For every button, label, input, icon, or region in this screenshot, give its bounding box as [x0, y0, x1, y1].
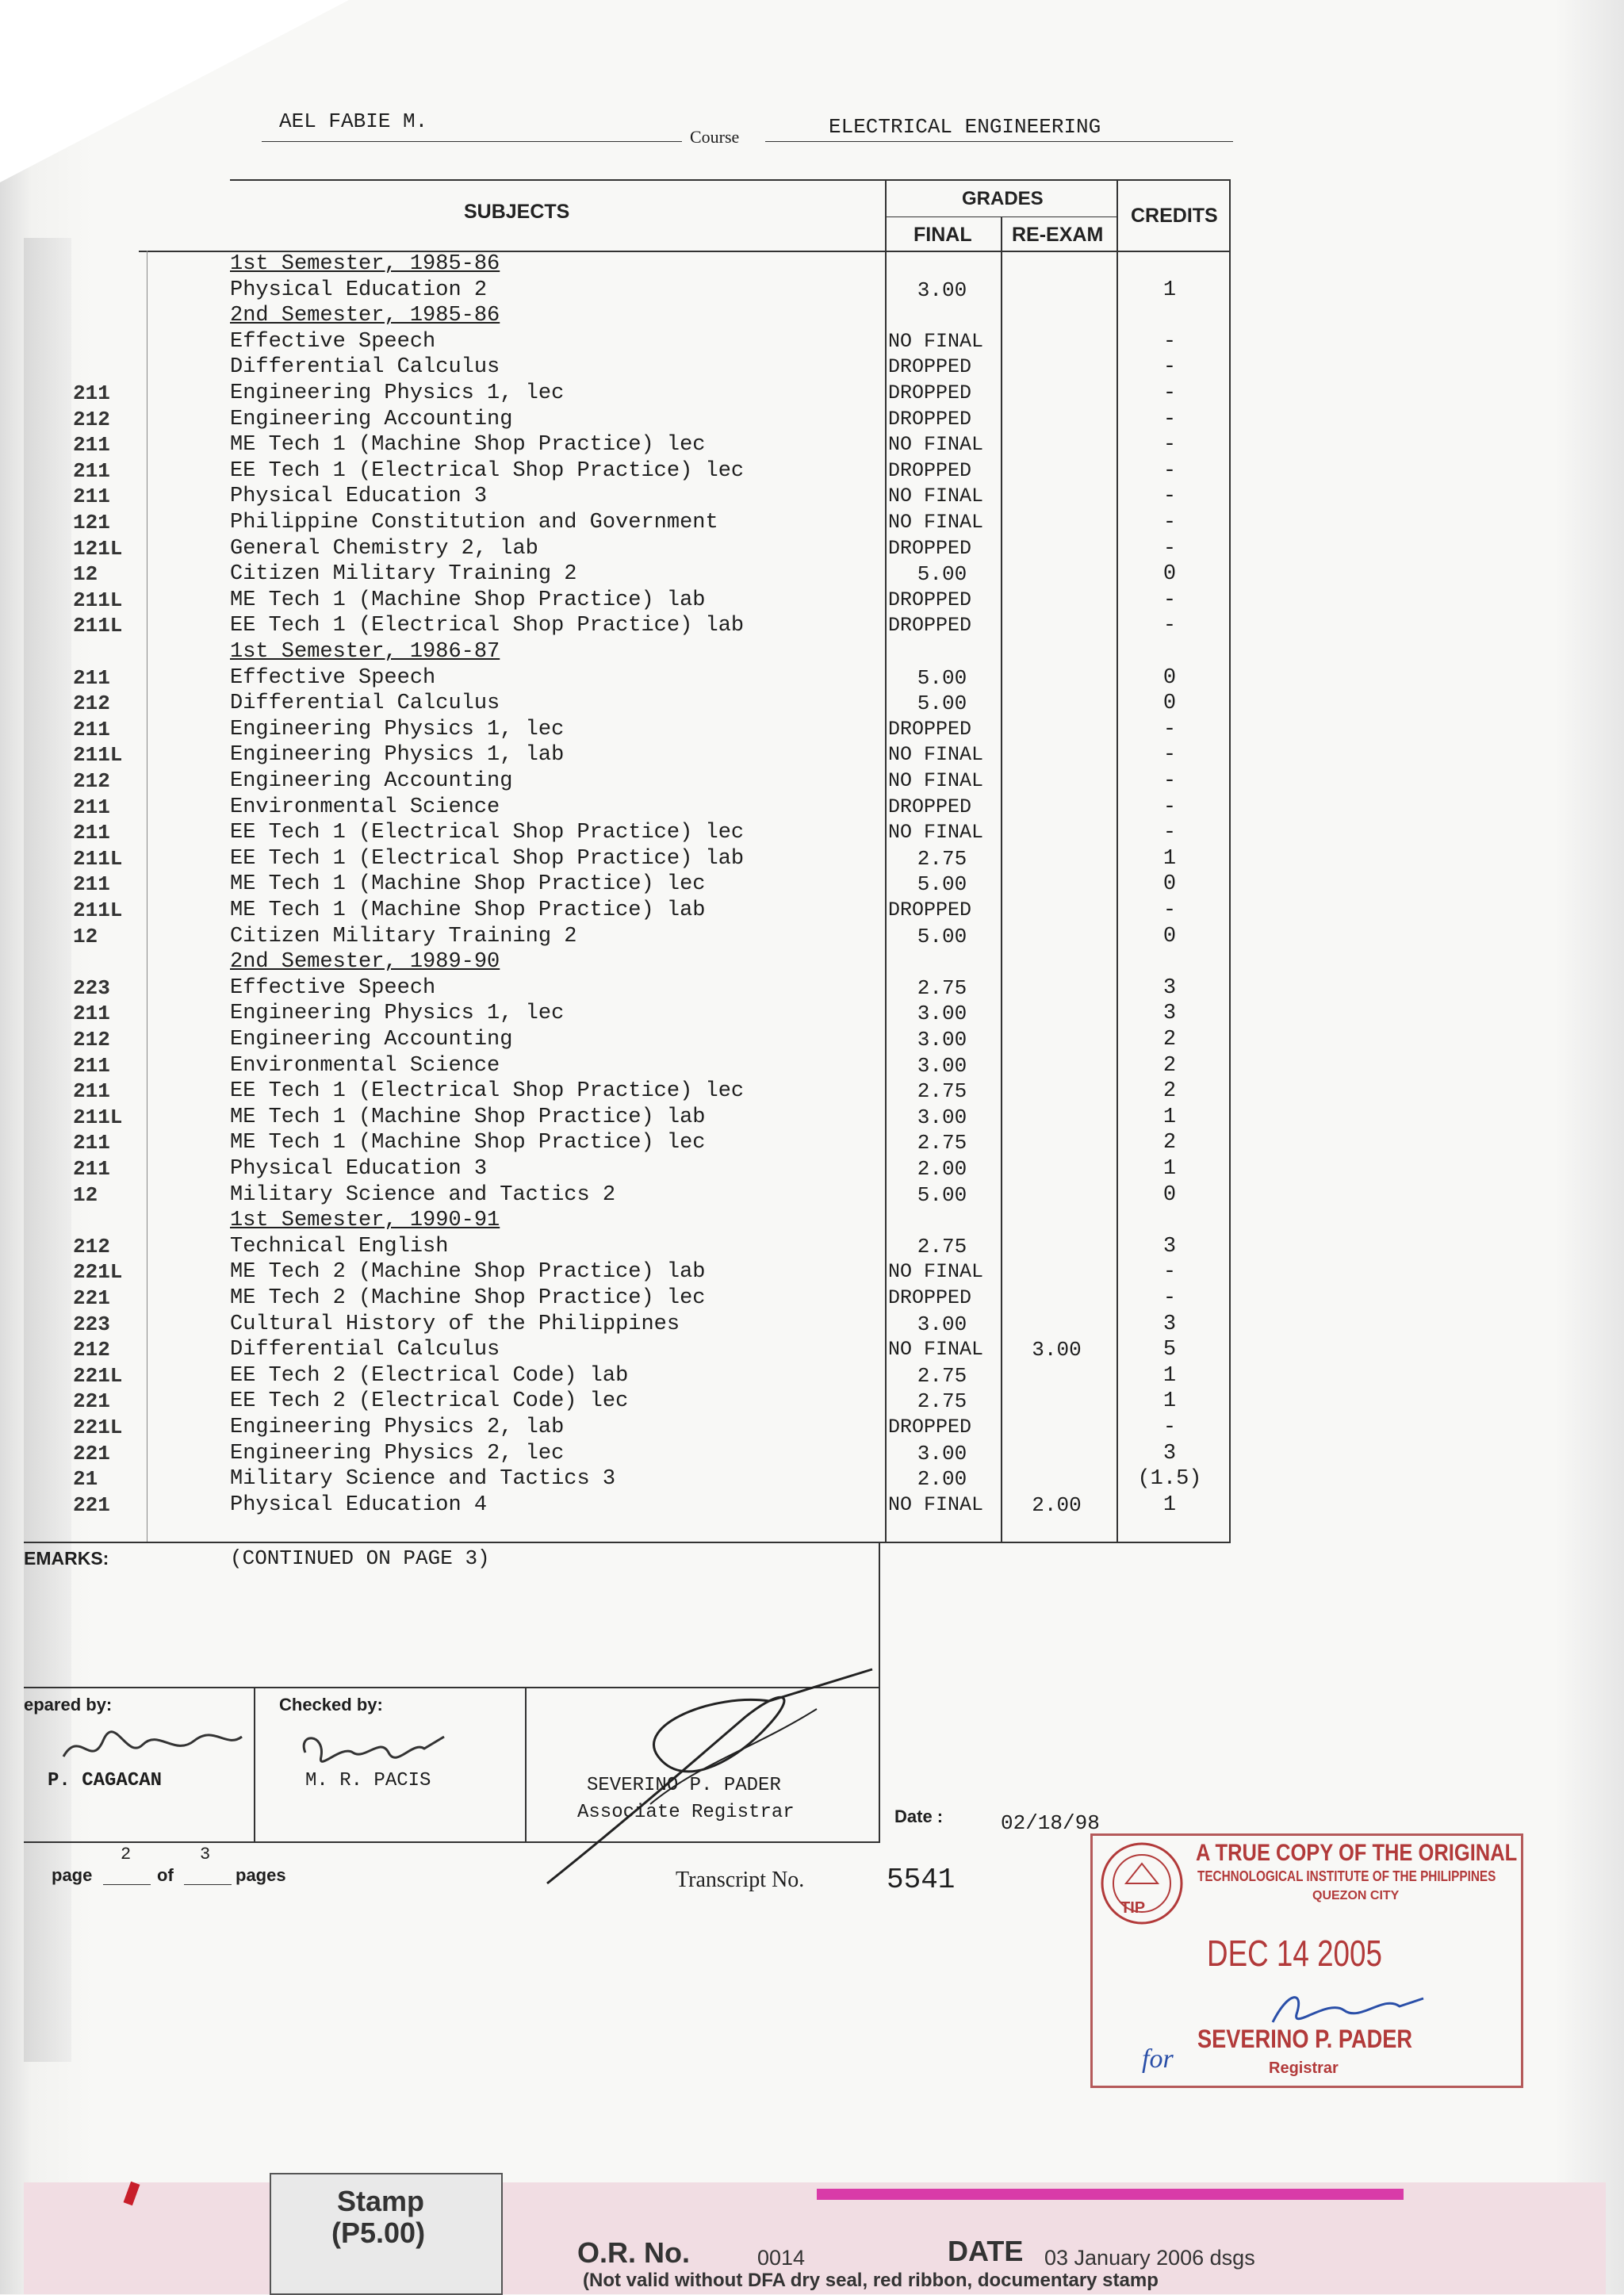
credits-header: CREDITS: [1131, 205, 1218, 227]
subject-code: 211: [73, 381, 110, 405]
credits-value: -: [1162, 1286, 1177, 1310]
subject-name: Engineering Physics 1, lab: [230, 743, 565, 768]
subject-code: 212: [73, 1028, 110, 1052]
final-grade: NO FINAL: [888, 1492, 984, 1516]
semester-label: 2nd Semester, 1989-90: [230, 950, 500, 975]
semester-heading-row: [0, 950, 1237, 975]
final-grade: DROPPED: [888, 458, 972, 482]
table-row: [0, 1105, 1237, 1131]
credits-value: 0: [1162, 924, 1177, 948]
subject-code: 212: [73, 1234, 110, 1259]
transcript-number: 5541: [887, 1864, 956, 1896]
final-grade: DROPPED: [888, 717, 972, 741]
subject-code: 221L: [73, 1416, 123, 1439]
stamp-line2: TECHNOLOGICAL INSTITUTE OF THE PHILIPPINES: [1197, 1868, 1496, 1884]
final-grade: DROPPED: [888, 355, 972, 379]
subject-code: 211: [73, 1079, 110, 1104]
name-underline: [262, 141, 682, 142]
table-row: [0, 355, 1237, 381]
subject-name: Effective Speech: [230, 665, 436, 690]
stamp-date: DEC 14 2005: [1207, 1933, 1382, 1974]
final-grade: NO FINAL: [888, 511, 984, 534]
subject-name: EE Tech 1 (Electrical Shop Practice) lec: [230, 821, 745, 845]
course-label: Course: [690, 127, 740, 147]
table-row: [0, 433, 1237, 458]
credits-value: -: [1162, 485, 1177, 509]
table-row: [0, 1002, 1237, 1027]
credits-value: 3: [1162, 1002, 1177, 1026]
registrar-name: SEVERINO P. PADER: [587, 1775, 781, 1796]
table-row: [0, 1364, 1237, 1389]
subject-code: 21: [73, 1467, 98, 1492]
credits-value: (1.5): [1137, 1467, 1202, 1492]
subject-name: Physical Education 4: [230, 1492, 488, 1517]
subject-code: 12: [73, 1182, 98, 1207]
credits-value: -: [1162, 407, 1177, 431]
subject-code: 211: [73, 872, 110, 897]
final-grade: 3.00: [917, 1053, 967, 1078]
subject-name: EE Tech 1 (Electrical Shop Practice) lec: [230, 458, 745, 483]
final-grade: DROPPED: [888, 381, 972, 404]
subject-code: 212: [73, 407, 110, 431]
subject-name: ME Tech 1 (Machine Shop Practice) lec: [230, 433, 706, 458]
final-grade: 5.00: [917, 924, 967, 948]
final-grade: 3.00: [917, 1002, 967, 1026]
student-name: AEL FABIE M.: [279, 109, 428, 133]
final-grade: 5.00: [917, 665, 967, 690]
table-row: [0, 925, 1237, 950]
table-row: [0, 1260, 1237, 1285]
table-row: [0, 743, 1237, 768]
credits-value: 1: [1162, 1363, 1177, 1388]
table-row: [0, 1131, 1237, 1156]
subject-name: ME Tech 1 (Machine Shop Practice) lab: [230, 898, 706, 922]
credits-value: 2: [1162, 1131, 1177, 1155]
stamp-line3: QUEZON CITY: [1312, 1889, 1400, 1902]
final-grade: NO FINAL: [888, 485, 984, 508]
stamp-price: (P5.00): [331, 2216, 426, 2249]
table-row: [0, 1157, 1237, 1182]
seal-text: TIP: [1120, 1899, 1146, 1917]
signature-divider-1: [254, 1687, 255, 1841]
final-grade: NO FINAL: [888, 329, 984, 353]
subject-code: 211: [73, 821, 110, 845]
credits-value: -: [1162, 381, 1177, 405]
semester-label: 2nd Semester, 1985-86: [230, 304, 500, 328]
final-grade: 2.75: [917, 1363, 967, 1388]
subject-code: 221L: [73, 1363, 123, 1388]
credits-value: 2: [1162, 1053, 1177, 1078]
final-grade: 2.75: [917, 1131, 967, 1155]
of-label: of: [157, 1865, 174, 1885]
credits-value: -: [1162, 743, 1177, 768]
final-grade: 2.75: [917, 846, 967, 871]
subject-name: General Chemistry 2, lab: [230, 536, 538, 561]
subject-code: 211: [73, 433, 110, 458]
subject-name: Differential Calculus: [230, 355, 500, 380]
subject-code: 211: [73, 717, 110, 741]
table-row: [0, 1054, 1237, 1079]
credits-value: 0: [1162, 692, 1177, 716]
credits-value: -: [1162, 717, 1177, 741]
table-row: [0, 330, 1237, 355]
subject-code: 211: [73, 795, 110, 819]
table-row: [0, 588, 1237, 614]
semester-heading-row: [0, 252, 1237, 278]
table-row: [0, 1028, 1237, 1053]
table-row: [0, 666, 1237, 692]
subject-name: ME Tech 1 (Machine Shop Practice) lab: [230, 1105, 706, 1129]
course-value: ELECTRICAL ENGINEERING: [829, 115, 1101, 139]
semester-label: 1st Semester, 1985-86: [230, 252, 500, 276]
or-label: O.R. No.: [577, 2236, 690, 2269]
subject-name: Environmental Science: [230, 795, 500, 819]
footer-notice: (Not valid without DFA dry seal, red ribbon, documentary stamp: [583, 2270, 1159, 2291]
final-grade: 5.00: [917, 562, 967, 587]
credits-value: -: [1162, 511, 1177, 534]
subject-code: 223: [73, 975, 110, 1000]
subject-name: Engineering Accounting: [230, 407, 513, 431]
subject-name: EE Tech 1 (Electrical Shop Practice) lab: [230, 846, 745, 871]
subject-name: Effective Speech: [230, 975, 436, 1000]
subject-name: EE Tech 2 (Electrical Code) lab: [230, 1363, 629, 1388]
table-row: [0, 1079, 1237, 1105]
credits-value: 0: [1162, 872, 1177, 897]
table-row: [0, 847, 1237, 872]
subject-name: Differential Calculus: [230, 692, 500, 716]
subject-name: Engineering Physics 2, lec: [230, 1441, 565, 1466]
credits-value: -: [1162, 1260, 1177, 1285]
page-label: page: [52, 1865, 93, 1885]
final-grade: 3.00: [917, 1105, 967, 1129]
subject-name: EE Tech 1 (Electrical Shop Practice) lec: [230, 1079, 745, 1104]
final-grade: DROPPED: [888, 614, 972, 638]
table-row: [0, 1312, 1237, 1338]
subject-code: 221: [73, 1389, 110, 1414]
transcript-label: Transcript No.: [676, 1868, 805, 1892]
footer-date-value: 03 January 2006 dsgs: [1044, 2246, 1255, 2270]
grades-header: GRADES: [962, 188, 1044, 209]
signature-divider-2: [525, 1687, 527, 1841]
credits-value: 3: [1162, 1234, 1177, 1259]
table-row: [0, 381, 1237, 407]
credits-value: 2: [1162, 1028, 1177, 1052]
magenta-marker: [817, 2189, 1404, 2200]
reexam-grade: 3.00: [1032, 1338, 1082, 1362]
subject-name: Military Science and Tactics 2: [230, 1182, 616, 1207]
stamp-signatory: SEVERINO P. PADER: [1197, 2025, 1413, 2053]
table-row: [0, 562, 1237, 588]
subject-code: 211: [73, 1053, 110, 1078]
total-pages: 3: [200, 1845, 211, 1864]
table-row: [0, 408, 1237, 433]
subject-code: 211L: [73, 588, 123, 612]
final-grade: 5.00: [917, 872, 967, 897]
final-grade: DROPPED: [888, 407, 972, 431]
semester-label: 1st Semester, 1990-91: [230, 1209, 500, 1233]
or-value: 0014: [757, 2246, 806, 2270]
table-row: [0, 769, 1237, 795]
table-row: [0, 511, 1237, 536]
subject-name: Engineering Accounting: [230, 1028, 513, 1052]
subject-name: Philippine Constitution and Government: [230, 511, 718, 534]
table-row: [0, 1416, 1237, 1441]
final-grade: 2.00: [917, 1467, 967, 1492]
subject-name: Physical Education 2: [230, 278, 488, 302]
subject-code: 212: [73, 692, 110, 716]
subject-name: Military Science and Tactics 3: [230, 1467, 616, 1492]
final-grade: NO FINAL: [888, 433, 984, 457]
credits-value: 1: [1162, 846, 1177, 871]
final-grade: 2.75: [917, 1234, 967, 1259]
credits-value: 0: [1162, 665, 1177, 690]
total-pages-underline: [184, 1884, 232, 1885]
table-row: [0, 718, 1237, 743]
final-grade: 2.00: [917, 1157, 967, 1181]
table-row: [0, 1338, 1237, 1363]
subject-code: 211: [73, 1002, 110, 1026]
subject-code: 212: [73, 769, 110, 793]
table-row: [0, 1389, 1237, 1415]
credits-value: 1: [1162, 1105, 1177, 1129]
subject-code: 211: [73, 1157, 110, 1181]
remarks-label: EMARKS:: [24, 1548, 109, 1569]
subject-name: Citizen Military Training 2: [230, 562, 577, 587]
subject-name: Citizen Military Training 2: [230, 924, 577, 948]
credits-value: -: [1162, 614, 1177, 638]
subject-name: Engineering Physics 1, lec: [230, 1002, 565, 1026]
final-grade: 2.75: [917, 975, 967, 1000]
final-grade: 3.00: [917, 1312, 967, 1336]
prepared-signature: [56, 1725, 246, 1772]
final-grade: DROPPED: [888, 898, 972, 921]
table-row: [0, 1467, 1237, 1492]
table-row: [0, 537, 1237, 562]
credits-value: -: [1162, 795, 1177, 819]
final-grade: 2.75: [917, 1079, 967, 1104]
folded-corner: [0, 0, 349, 182]
semester-label: 1st Semester, 1986-87: [230, 640, 500, 664]
subject-code: 121: [73, 511, 110, 534]
subject-code: 211L: [73, 846, 123, 871]
subject-code: 211L: [73, 614, 123, 638]
final-grade: 3.00: [917, 1028, 967, 1052]
table-row: [0, 278, 1237, 304]
table-row: [0, 872, 1237, 898]
grades-subheader-line: [887, 216, 1118, 217]
credits-value: 3: [1162, 1312, 1177, 1336]
final-grade: NO FINAL: [888, 769, 984, 792]
subject-name: Effective Speech: [230, 329, 436, 354]
subject-name: Environmental Science: [230, 1053, 500, 1078]
credits-value: -: [1162, 536, 1177, 561]
page-number-underline: [103, 1884, 151, 1885]
date-value: 02/18/98: [1001, 1811, 1100, 1835]
table-row: [0, 1235, 1237, 1260]
subject-name: ME Tech 1 (Machine Shop Practice) lec: [230, 872, 706, 897]
final-grade: DROPPED: [888, 795, 972, 818]
subject-code: 121L: [73, 536, 123, 561]
subject-name: Technical English: [230, 1234, 449, 1259]
credits-value: 0: [1162, 562, 1177, 587]
table-row: [0, 614, 1237, 639]
credits-value: -: [1162, 1416, 1177, 1439]
final-grade: 3.00: [917, 278, 967, 302]
credits-value: -: [1162, 898, 1177, 922]
stamp-line1: A TRUE COPY OF THE ORIGINAL: [1196, 1840, 1518, 1866]
table-row: [0, 485, 1237, 510]
subject-code: 221: [73, 1441, 110, 1466]
subject-code: 12: [73, 562, 98, 587]
final-grade: DROPPED: [888, 1286, 972, 1309]
prepared-by-label: epared by:: [24, 1695, 113, 1715]
table-row: [0, 976, 1237, 1002]
credits-value: 2: [1162, 1079, 1177, 1104]
subjects-header: SUBJECTS: [464, 201, 570, 223]
table-row: [0, 1286, 1237, 1312]
final-grade: DROPPED: [888, 1416, 972, 1439]
final-grade: 5.00: [917, 1182, 967, 1207]
for-annotation: for: [1142, 2044, 1174, 2074]
credits-value: 1: [1162, 1389, 1177, 1414]
credits-value: 3: [1162, 1441, 1177, 1466]
checked-signature: [293, 1729, 452, 1772]
table-row: [0, 459, 1237, 485]
final-grade: DROPPED: [888, 536, 972, 560]
subject-name: EE Tech 2 (Electrical Code) lec: [230, 1389, 629, 1414]
stamp-label: Stamp: [337, 2185, 425, 2217]
checked-by-name: M. R. PACIS: [305, 1770, 431, 1791]
table-top-border: [230, 179, 1231, 181]
subject-name: EE Tech 1 (Electrical Shop Practice) lab: [230, 614, 745, 638]
reexam-header: RE-EXAM: [1012, 224, 1104, 246]
subject-name: Engineering Physics 1, lec: [230, 717, 565, 741]
credits-value: 1: [1162, 1157, 1177, 1181]
credits-value: -: [1162, 588, 1177, 612]
credits-value: -: [1162, 433, 1177, 458]
credits-value: -: [1162, 329, 1177, 354]
course-underline: [765, 141, 1233, 142]
stamp-title: Registrar: [1269, 2059, 1339, 2077]
subject-code: 221: [73, 1286, 110, 1310]
subject-name: Differential Calculus: [230, 1338, 500, 1362]
subject-code: 211: [73, 485, 110, 509]
table-row: [0, 821, 1237, 846]
prepared-by-name: P. CAGACAN: [48, 1770, 163, 1791]
subject-code: 211L: [73, 743, 123, 768]
table-row: [0, 1493, 1237, 1519]
remarks-text: (CONTINUED ON PAGE 3): [230, 1546, 490, 1570]
subject-code: 221L: [73, 1260, 123, 1285]
reexam-grade: 2.00: [1032, 1492, 1082, 1517]
subject-name: Engineering Physics 1, lec: [230, 381, 565, 405]
final-grade: NO FINAL: [888, 1338, 984, 1362]
subject-name: Cultural History of the Philippines: [230, 1312, 680, 1336]
registrar-title: Associate Registrar: [577, 1802, 795, 1823]
table-row: [0, 1183, 1237, 1209]
credits-value: 5: [1162, 1338, 1177, 1362]
subject-name: Physical Education 3: [230, 1157, 488, 1181]
page-number: 2: [121, 1845, 132, 1864]
table-row: [0, 795, 1237, 821]
semester-heading-row: [0, 640, 1237, 665]
date-label: Date :: [894, 1806, 944, 1826]
final-grade: NO FINAL: [888, 743, 984, 767]
subject-name: ME Tech 1 (Machine Shop Practice) lab: [230, 588, 706, 612]
subject-name: Engineering Physics 2, lab: [230, 1416, 565, 1439]
semester-heading-row: [0, 1209, 1237, 1234]
subject-code: 211: [73, 1131, 110, 1155]
table-bottom-border: [24, 1542, 1231, 1543]
subject-name: ME Tech 2 (Machine Shop Practice) lab: [230, 1260, 706, 1285]
credits-value: 3: [1162, 975, 1177, 1000]
final-grade: NO FINAL: [888, 821, 984, 845]
credits-value: 1: [1162, 278, 1177, 302]
footer-date-label: DATE: [948, 2235, 1024, 2267]
table-row: [0, 898, 1237, 924]
final-grade: 3.00: [917, 1441, 967, 1466]
subject-name: Engineering Accounting: [230, 769, 513, 793]
credits-value: -: [1162, 458, 1177, 483]
subject-code: 211L: [73, 1105, 123, 1129]
subject-code: 12: [73, 924, 98, 948]
credits-value: -: [1162, 355, 1177, 380]
credits-value: 0: [1162, 1182, 1177, 1207]
pages-label: pages: [236, 1865, 286, 1885]
final-grade: 5.00: [917, 692, 967, 716]
subject-code: 221: [73, 1492, 110, 1517]
subject-code: 212: [73, 1338, 110, 1362]
final-grade: DROPPED: [888, 588, 972, 611]
subject-code: 211L: [73, 898, 123, 922]
table-row: [0, 1442, 1237, 1467]
subject-name: ME Tech 2 (Machine Shop Practice) lec: [230, 1286, 706, 1310]
final-grade: NO FINAL: [888, 1260, 984, 1284]
credits-value: -: [1162, 821, 1177, 845]
subject-name: ME Tech 1 (Machine Shop Practice) lec: [230, 1131, 706, 1155]
subject-name: Physical Education 3: [230, 485, 488, 509]
subject-code: 211: [73, 458, 110, 483]
subject-code: 211: [73, 665, 110, 690]
final-header: FINAL: [914, 224, 972, 246]
table-row: [0, 692, 1237, 717]
credits-value: 1: [1162, 1492, 1177, 1517]
subject-code: 223: [73, 1312, 110, 1336]
semester-heading-row: [0, 304, 1237, 329]
checked-by-label: Checked by:: [279, 1695, 383, 1715]
credits-value: -: [1162, 769, 1177, 793]
final-grade: 2.75: [917, 1389, 967, 1414]
